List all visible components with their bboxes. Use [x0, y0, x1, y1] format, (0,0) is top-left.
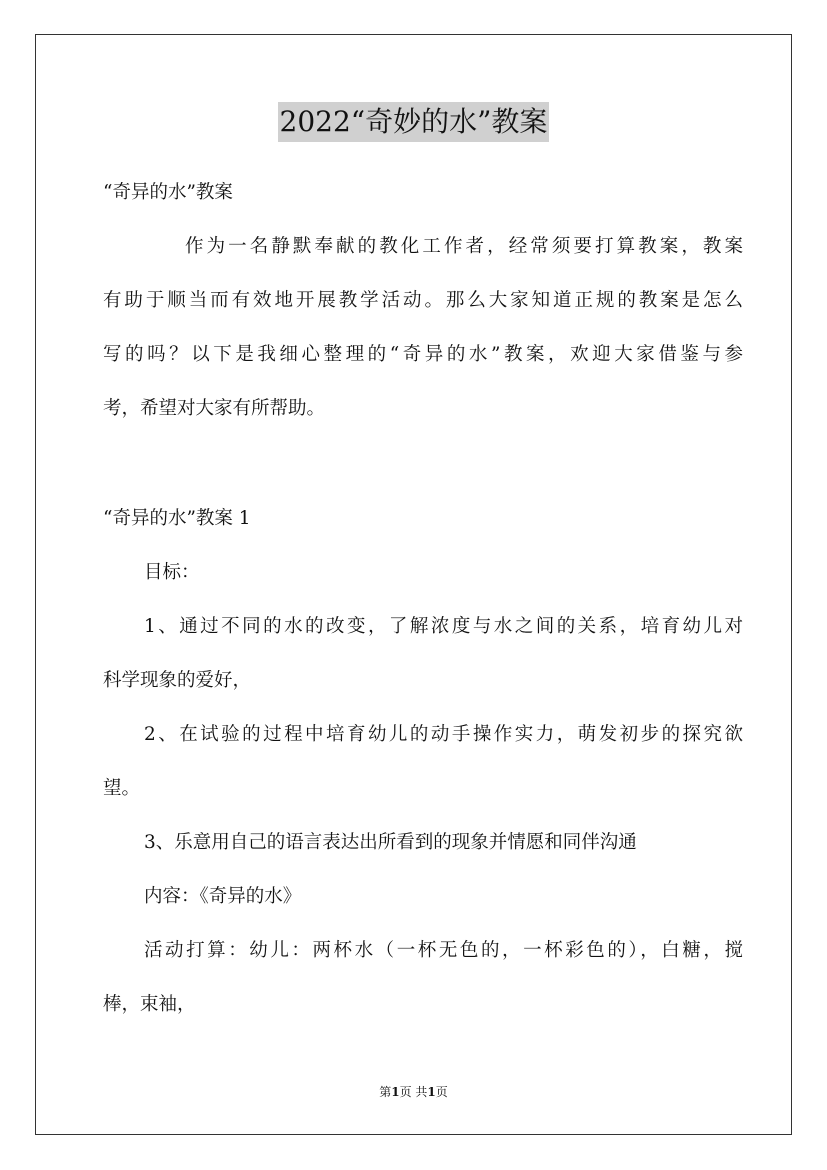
page-footer — [0, 1084, 827, 1100]
goal-1-line-2: 科学现象的爱好， — [103, 670, 252, 691]
goal-2-line-1: 2、在试验的过程中培育幼儿的动手操作实力，萌发初步的探究欲 — [144, 724, 743, 745]
section-heading-intro: “奇异的水”教案 — [103, 182, 233, 203]
footer-page-total: 1 — [427, 1085, 436, 1099]
goal-3: 3、乐意用自己的语言表达出所看到的现象并情愿和同伴沟通 — [144, 832, 637, 853]
footer-page-number: 1 — [391, 1085, 400, 1099]
goals-label: 目标： — [144, 562, 200, 583]
title-container — [0, 102, 827, 142]
intro-paragraph-line-2: 有助于顺当而有效地开展教学活动。那么大家知道正规的教案是怎么 — [103, 290, 743, 311]
intro-paragraph-line-4: 考，希望对大家有所帮助。 — [103, 398, 326, 419]
preparation-line-2: 棒，束袖， — [103, 994, 196, 1015]
goal-1-line-1: 1、通过不同的水的改变，了解浓度与水之间的关系，培育幼儿对 — [144, 616, 743, 637]
intro-paragraph-line-3: 写的吗？以下是我细心整理的“奇异的水”教案，欢迎大家借鉴与参 — [103, 344, 743, 365]
section-heading-plan-1: “奇异的水”教案 1 — [103, 508, 251, 529]
content-line: 内容：《奇异的水》 — [144, 886, 302, 907]
document-title: 2022“奇妙的水”教案 — [278, 102, 550, 142]
preparation-line-1: 活动打算：幼儿：两杯水（一杯无色的，一杯彩色的），白糖，搅 — [144, 940, 743, 961]
footer-page-prefix: 第 — [379, 1085, 392, 1099]
goal-2-line-2: 望。 — [103, 778, 141, 799]
intro-paragraph-line-1: 作为一名静默奉献的教化工作者，经常须要打算教案，教案 — [185, 236, 743, 257]
footer-page-suffix: 页 — [435, 1085, 448, 1099]
footer-page-mid: 页 共 — [399, 1085, 428, 1099]
